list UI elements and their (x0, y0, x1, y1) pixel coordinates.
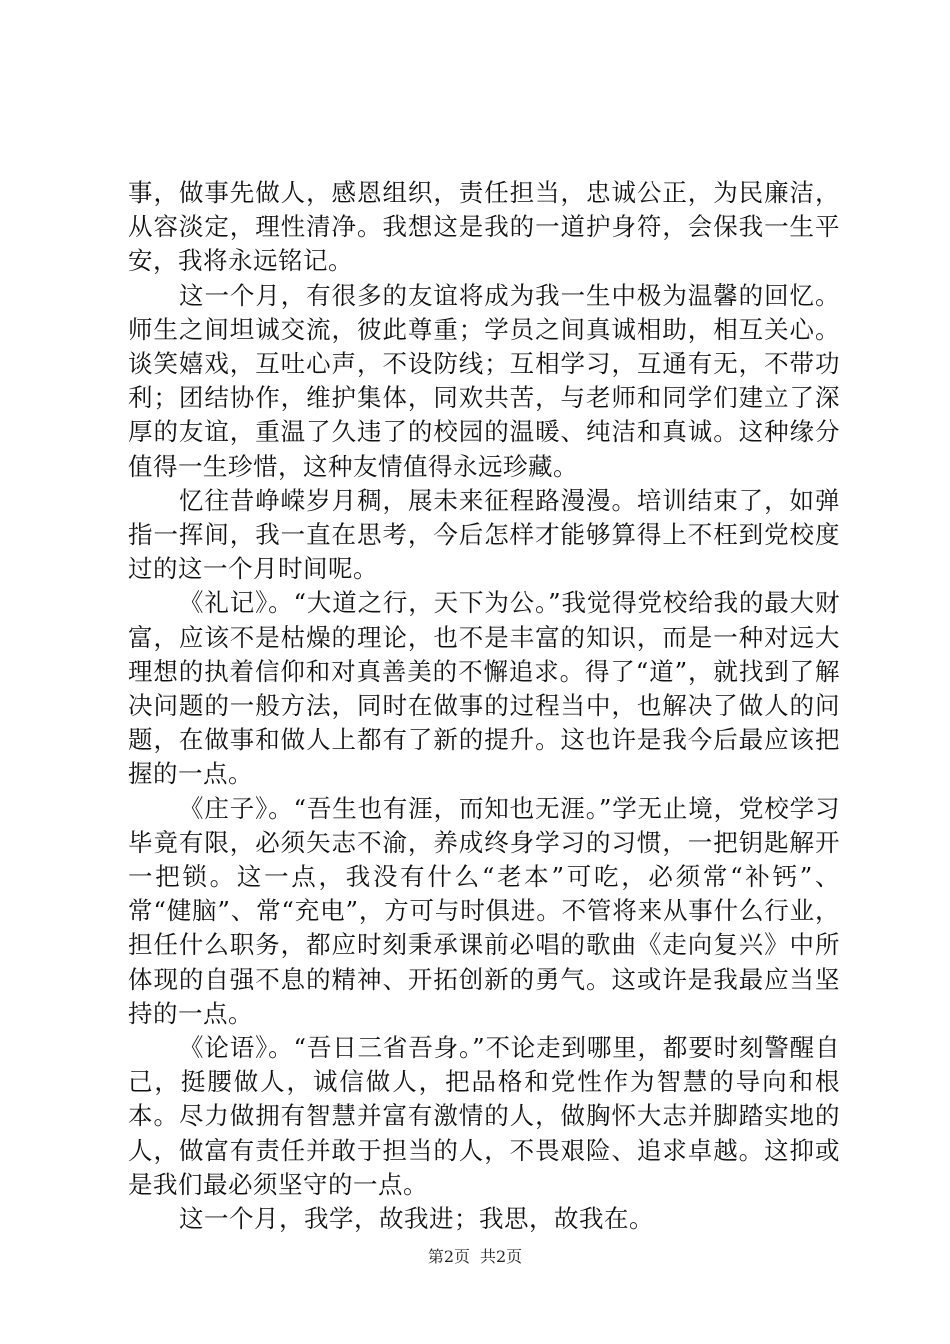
paragraph-4: 《礼记》。“大道之行，天下为公。”我觉得党校给我的最大财富，应该不是枯燥的理论，也不是丰富的知识，而是一种对远大理想的执着信仰和对真善美的不懈追求。得了“道”，就找到了解决问题的一般方法，同时在做事的过程当中，也解决了做人的问题，在做事和做人上都有了新的提升。这也许是我今后最应该把握的一点。 (128, 588, 840, 789)
paragraph-1: 事，做事先做人，感恩组织，责任担当，忠诚公正，为民廉洁，从容淡定，理性清净。我想这是我的一道护身符，会保我一生平安，我将永远铭记。 (128, 178, 840, 276)
paragraph-2: 这一个月，有很多的友谊将成为我一生中极为温馨的回忆。师生之间坦诚交流，彼此尊重；学员之间真诚相助，相互关心。谈笑嬉戏，互吐心声，不设防线；互相学习，互通有无，不带功利；团结协作，维护集体，同欢共苦，与老师和同学们建立了深厚的友谊，重温了久违了的校园的温暖、纯洁和真诚。这种缘分值得一生珍惜，这种友情值得永远珍藏。 (128, 280, 840, 481)
page-number: 第2页 (427, 1247, 470, 1266)
paragraph-7: 这一个月，我学，故我进；我思，故我在。 (179, 1204, 654, 1234)
paragraph-3: 忆往昔峥嵘岁月稠，展未来征程路漫漫。培训结束了，如弹指一挥间，我一直在思考，今后怎样才能够算得上不枉到党校度过的这一个月时间呢。 (128, 485, 840, 584)
page-total: 共2页 (480, 1247, 523, 1266)
page-footer (0, 1247, 950, 1267)
document-body (128, 176, 840, 1236)
paragraph-5: 《庄子》。“吾生也有涯，而知也无涯。”学无止境，党校学习毕竟有限，必须矢志不渝，养成终身学习的习惯，一把钥匙解开一把锁。这一点，我没有什么“老本”可吃，必须常“补钙”、常“健脑”、常“充电”，方可与时俱进。不管将来从事什么行业，担任什么职务，都应时刻秉承课前必唱的歌曲《走向复兴》中所体现的自强不息的精神、开拓创新的勇气。这或许是我最应当坚持的一点。 (128, 793, 840, 1028)
paragraph-6: 《论语》。“吾日三省吾身。”不论走到哪里，都要时刻警醒自己，挺腰做人，诚信做人，把品格和党性作为智慧的导向和根本。尽力做拥有智慧并富有激情的人，做胸怀大志并脚踏实地的人，做富有责任并敢于担当的人，不畏艰险、追求卓越。这抑或是我们最必须坚守的一点。 (128, 1033, 840, 1199)
